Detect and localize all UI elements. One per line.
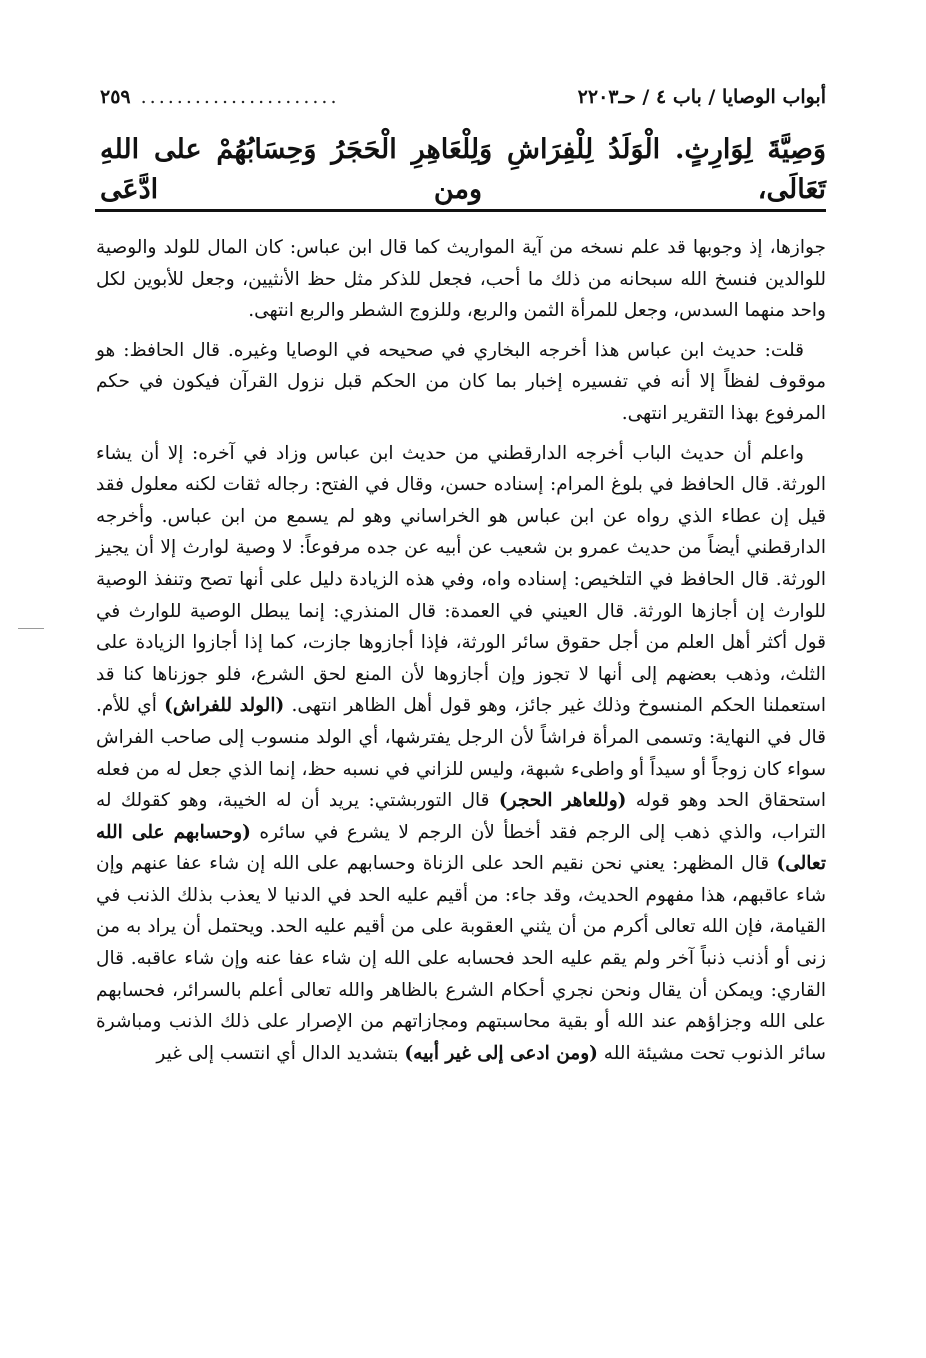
commentary-body [96, 232, 826, 1077]
header-title: أبواب الوصايا / باب ٤ / حـ٢٢٠٣ [577, 86, 826, 108]
separator-rule [95, 209, 826, 212]
paragraph-segment: بتشديد الدال أي انتسب إلى غير [156, 1042, 399, 1064]
running-header [100, 86, 826, 116]
margin-scan-mark [18, 628, 44, 629]
bold-quote-hisabuhum: (وحسابهم على الله تعالى) [96, 821, 826, 875]
header-leader-dots: ...................... [140, 86, 340, 108]
hadith-text-line: وَصِيَّةَ لِوَارِثٍ. الْوَلَدُ لِلْفِرَاشِ وَلِلْعَاهِرِ الْحَجَرُ وَحِسَابُهُمْ على اللهِ تَعَالَى، ومن ادَّعَى [100, 134, 826, 205]
paragraph-segment: قال المظهر: يعني نحن نقيم الحد على الزناة وحسابهم على الله إن شاء عفا عنهم وإن شاء عاقبهم، هذا مفهوم الحديث، وقد جاء: من أقيم عليه الحد في الدنيا لا يعذب بذلك الذنب في القيامة، فإن الله تعالى أكرم من أن يثني العقوبة على من أقيم عليه الحد. ويحتمل أن يراد به من زنى أو أذنب ذنباً آخر ولم يقم عليه الحد فحسابه على الله إن شاء عفا عنه وإن شاء عاقبه. قال القاري: ويمكن أن يقال ونحن نجري أحكام الشرع بالظاهر والله تعالى أعلم بالسرائر، فحسابهم على الله وجزاؤهم عند الله أو بقية محاسبتهم ومجازاتهم من الإصرار على ذلك الذنب ومباشرة سائر الذنوب تحت مشيئة الله [96, 853, 826, 1064]
commentary-paragraph-3 [96, 438, 826, 1070]
paragraph-segment: أي للأم. قال في النهاية: وتسمى المرأة فراشاً لأن الرجل يفترشها، أي الولد منسوب إلى صاحب الفراش سواء كان زوجاً أو سيداً أو واطىء شبهة، وليس للزاني في نسبه حظ، إنما الذي جعل له من فعله استحقاق الحد وهو قوله [96, 695, 826, 812]
bold-quote-al-walad: (الولد للفراش) [164, 695, 285, 717]
commentary-paragraph-1: جوازها، إذ وجوبها قد علم نسخه من آية المواريث كما قال ابن عباس: كان المال للولد والوصية للوالدين فنسخ الله سبحانه من ذلك ما أحب، فجعل للذكر مثل حظ الأنثيين، وجعل للأبوين لكل واحد منهما السدس، وجعل للمرأة الثمن والربع، وللزوج الشطر والربع انتهى. [96, 237, 826, 322]
bold-quote-al-ahir: (وللعاهر الحجر) [498, 790, 627, 812]
paragraph-segment: واعلم أن حديث الباب أخرجه الدارقطني من حديث ابن عباس وزاد في آخره: إلا أن يشاء الورثة. قال الحافظ في بلوغ المرام: إسناده حسن، وقال في الفتح: رجاله ثقات لكنه معلول فقد قيل إن عطاء الذي رواه عن ابن عباس هو الخراساني وهو لم يسمع من ابن عباس. وأخرجه الدارقطني أيضاً من حديث عمرو بن شعيب عن أبيه عن جده مرفوعاً: لا وصية لوارث إلا أن يجيز الورثة. قال الحافظ في التلخيص: إسناده واه، وفي هذه الزيادة دليل على أنها تصح وتنفذ الوصية للوارث إن أجازها الورثة. قال العيني في العمدة: قال المنذري: إنما يبطل الوصية للوارث في قول أكثر أهل العلم من أجل حقوق سائر الورثة، فإذا أجازوها جازت، كما إذا أجازوا الزيادة على الثلث، وذهب بعضهم إلى أنها لا تجوز وإن أجازوها لأن المنع لحق الشرع، فلو جوزناها كنا قد استعملنا الحكم المنسوخ وذلك غير جائز، وهو قول أهل الظاهر انتهى. [96, 442, 827, 717]
paragraph-segment: قال التوربشتي: يريد أن له الخيبة، وهو كقولك له التراب، والذي ذهب إلى الرجم فقد أخطأ لأن الرجم لا يشرع في سائره [96, 790, 826, 843]
bold-quote-man-idda: (ومن ادعى إلى غير أبيه) [404, 1042, 598, 1064]
commentary-paragraph-2: قلت: حديث ابن عباس هذا أخرجه البخاري في صحيحه في الوصايا وغيره. قال الحافظ: هو موقوف لفظاً إلا أنه في تفسيره إخبار بما كان من الحكم قبل نزول القرآن فيكون في حكم المرفوع بهذا التقرير انتهى. [96, 339, 826, 424]
page-number: ٢٥٩ [100, 86, 131, 108]
